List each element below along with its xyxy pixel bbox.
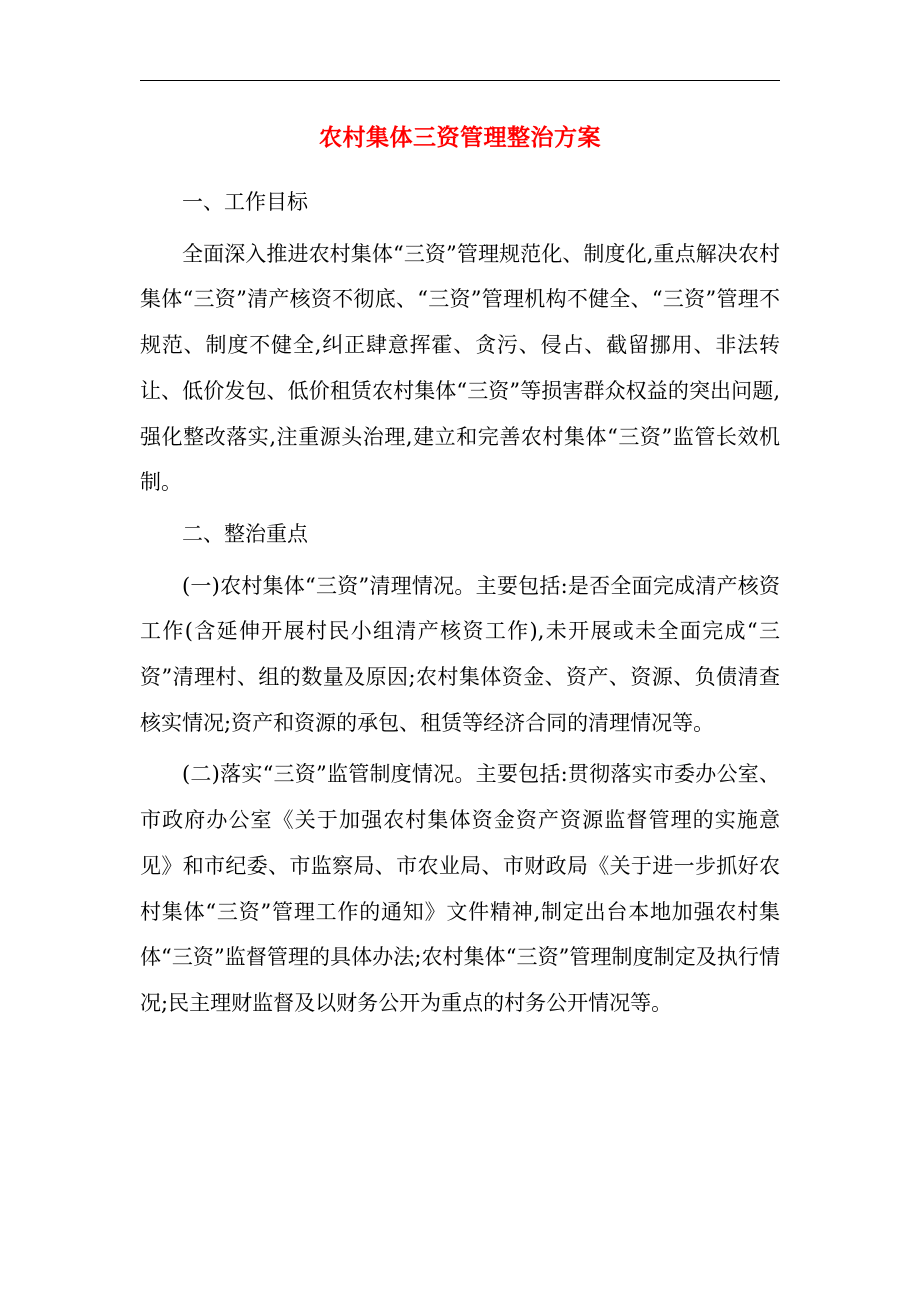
document-body (140, 180, 780, 1027)
document-title: 农村集体三资管理整治方案 (319, 125, 601, 151)
paragraph-goals: 全面深入推进农村集体“三资”管理规范化、制度化,重点解决农村集体“三资”清产核资不彻底、“三资”管理机构不健全、“三资”管理不规范、制度不健全,纠正肆意挥霍、贪污、侵占、截留挪用、非法转让、低价发包、低价租赁农村集体“三资”等损害群众权益的突出问题,强化整改落实,注重源头治理,建立和完善农村集体“三资”监管长效机制。 (140, 241, 780, 495)
paragraph-focus-2: (二)落实“三资”监管制度情况。主要包括:贯彻落实市委办公室、市政府办公室《关于加强农村集体资金资产资源监督管理的实施意见》和市纪委、市监察局、市农业局、市财政局《关于进一步抓好农村集体“三资”管理工作的通知》文件精神,制定出台本地加强农村集体“三资”监督管理的具体办法;农村集体“三资”管理制度制定及执行情况;民主理财监督及以财务公开为重点的村务公开情况等。 (140, 762, 780, 1015)
section-heading-focus: 二、整治重点 (182, 521, 308, 546)
header-rule (140, 80, 780, 81)
section-heading-goals: 一、工作目标 (182, 190, 308, 214)
paragraph-focus-1: (一)农村集体“三资”清理情况。主要包括:是否全面完成清产核资工作(含延伸开展村民小组清产核资工作),未开展或未全面完成“三资”清理村、组的数量及原因;农村集体资金、资产、资源、负债清查核实情况;资产和资源的承包、租赁等经济合同的清理情况等。 (140, 573, 780, 735)
